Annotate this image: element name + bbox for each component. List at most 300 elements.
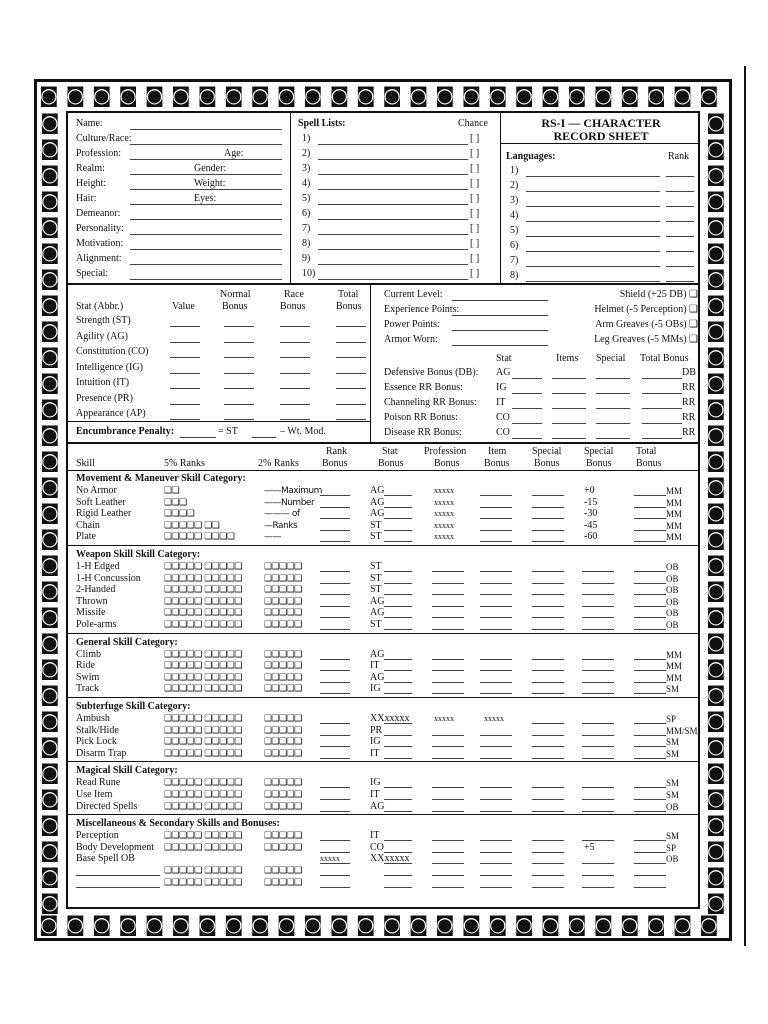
stat-bonus-field[interactable] <box>384 863 412 864</box>
special-bonus-field[interactable] <box>532 723 564 724</box>
rank-bonus-field[interactable] <box>320 863 350 864</box>
total-bonus-field[interactable] <box>634 693 666 694</box>
stat-bonus-field[interactable] <box>384 682 412 683</box>
special-bonus2-field[interactable] <box>582 606 614 607</box>
rank-boxes-5pct[interactable]: ❑❑❑❑❑ ❑❑❑❑❑ <box>164 866 243 876</box>
rank-bonus-field[interactable] <box>320 811 350 812</box>
identity-field[interactable] <box>130 219 282 220</box>
bonus-stat-field[interactable] <box>512 438 542 439</box>
profession-bonus-field[interactable] <box>432 863 464 864</box>
special-bonus2-field[interactable] <box>582 693 614 694</box>
total-bonus-field[interactable] <box>634 495 666 496</box>
rank-boxes-2pct[interactable]: ❑❑❑❑❑ <box>264 661 302 672</box>
rank-boxes-2pct[interactable]: ❑❑❑❑❑ <box>264 573 302 584</box>
identity-field[interactable] <box>130 249 282 250</box>
rank-boxes-2pct[interactable]: ❑❑❑❑❑ <box>264 737 302 748</box>
identity-field[interactable] <box>130 144 282 145</box>
rank-bonus-field[interactable] <box>320 659 350 660</box>
profession-bonus-field[interactable] <box>432 840 464 841</box>
spell-list-field[interactable] <box>318 249 468 250</box>
profession-bonus-field[interactable] <box>432 594 464 595</box>
rank-boxes-2pct[interactable]: ❑❑❑❑❑ <box>264 725 302 736</box>
chance-box[interactable]: [ ] <box>470 253 480 264</box>
language-rank-field[interactable] <box>666 176 694 177</box>
bonus-items-field[interactable] <box>552 378 586 379</box>
total-bonus-field[interactable] <box>634 735 666 736</box>
stat-value-field[interactable] <box>170 342 200 343</box>
stat-normal-bonus-field[interactable] <box>224 388 254 389</box>
language-field[interactable] <box>526 266 660 267</box>
rank-bonus-field[interactable] <box>320 518 350 519</box>
bonus-total-field[interactable] <box>642 408 682 409</box>
total-bonus-field[interactable] <box>634 887 666 888</box>
special-bonus2-field[interactable] <box>582 875 614 876</box>
special-bonus2-field[interactable] <box>582 659 614 660</box>
item-bonus-field[interactable] <box>480 541 512 542</box>
rank-bonus-field[interactable] <box>320 541 350 542</box>
spell-list-field[interactable] <box>318 279 468 280</box>
special-bonus-field[interactable] <box>532 594 564 595</box>
total-bonus-field[interactable] <box>634 530 666 531</box>
special-bonus-field[interactable] <box>532 606 564 607</box>
stat-bonus-field[interactable] <box>384 583 412 584</box>
special-bonus2-field[interactable] <box>582 887 614 888</box>
rank-boxes-5pct[interactable]: ❑❑❑❑❑ ❑❑❑❑❑ <box>164 608 243 619</box>
special-bonus2-field[interactable] <box>582 863 614 864</box>
special-bonus2-field[interactable] <box>582 583 614 584</box>
stat-bonus-field[interactable] <box>384 887 412 888</box>
rank-boxes-5pct[interactable]: ❑❑❑❑❑ ❑❑❑❑❑ <box>164 748 243 759</box>
rank-boxes-2pct[interactable]: ❑❑❑❑❑ <box>264 596 302 607</box>
chance-box[interactable]: [ ] <box>470 148 480 159</box>
chance-box[interactable]: [ ] <box>470 208 480 219</box>
stat-total-bonus-field[interactable] <box>336 388 366 389</box>
stat-bonus-field[interactable] <box>384 606 412 607</box>
total-bonus-field[interactable] <box>634 659 666 660</box>
rank-boxes-2pct[interactable]: ❑❑❑❑❑ <box>264 801 302 812</box>
language-field[interactable] <box>526 251 660 252</box>
bonus-stat-field[interactable] <box>512 408 542 409</box>
stat-race-bonus-field[interactable] <box>280 419 310 420</box>
profession-bonus-field[interactable] <box>432 693 464 694</box>
stat-value-field[interactable] <box>170 357 200 358</box>
total-bonus-field[interactable] <box>634 629 666 630</box>
language-field[interactable] <box>526 176 660 177</box>
item-bonus-field[interactable] <box>480 746 512 747</box>
stat-bonus-field[interactable] <box>384 495 412 496</box>
rank-boxes-5pct[interactable]: ❑❑❑❑❑ ❑❑❑❑❑ <box>164 737 243 748</box>
stat-value-field[interactable] <box>170 373 200 374</box>
special-bonus-field[interactable] <box>532 518 564 519</box>
stat-bonus-field[interactable] <box>384 594 412 595</box>
item-bonus-field[interactable] <box>480 670 512 671</box>
special-bonus-field[interactable] <box>532 507 564 508</box>
language-field[interactable] <box>526 206 660 207</box>
bonus-stat-field[interactable] <box>512 423 542 424</box>
rank-bonus-field[interactable] <box>320 840 350 841</box>
rank-bonus-field[interactable] <box>320 594 350 595</box>
stat-normal-bonus-field[interactable] <box>224 404 254 405</box>
total-bonus-field[interactable] <box>634 863 666 864</box>
identity-field[interactable] <box>130 234 282 235</box>
rank-bonus-field[interactable] <box>320 571 350 572</box>
stat-race-bonus-field[interactable] <box>280 357 310 358</box>
bonus-total-field[interactable] <box>642 378 682 379</box>
total-bonus-field[interactable] <box>634 518 666 519</box>
rank-boxes-5pct[interactable]: ❑❑❑❑❑ ❑❑❑❑❑ <box>164 562 243 572</box>
rank-boxes-5pct[interactable]: ❑❑❑❑❑ ❑❑❑❑❑ <box>164 585 243 596</box>
special-bonus-field[interactable] <box>532 659 564 660</box>
spell-list-field[interactable] <box>318 159 468 160</box>
stat-normal-bonus-field[interactable] <box>224 373 254 374</box>
item-bonus-field[interactable] <box>480 799 512 800</box>
chance-box[interactable]: [ ] <box>470 193 480 204</box>
chance-box[interactable]: [ ] <box>470 223 480 234</box>
rank-boxes-2pct[interactable]: ❑❑❑❑❑ <box>264 608 302 619</box>
rank-boxes-5pct[interactable]: ❑❑❑❑❑ ❑❑❑❑❑ <box>164 877 243 888</box>
language-field[interactable] <box>526 221 660 222</box>
total-bonus-field[interactable] <box>634 811 666 812</box>
rank-bonus-field[interactable] <box>320 682 350 683</box>
language-field[interactable] <box>526 236 660 237</box>
special-bonus-field[interactable] <box>532 852 564 853</box>
rank-boxes-5pct[interactable]: ❑❑❑❑❑ ❑❑❑❑ <box>164 532 235 543</box>
total-bonus-field[interactable] <box>634 583 666 584</box>
bonus-items-field[interactable] <box>552 393 586 394</box>
total-bonus-field[interactable] <box>634 852 666 853</box>
bonus-total-field[interactable] <box>642 438 682 439</box>
bonus-total-field[interactable] <box>642 423 682 424</box>
special-bonus2-field[interactable] <box>582 617 614 618</box>
special-bonus-field[interactable] <box>532 495 564 496</box>
language-rank-field[interactable] <box>666 191 694 192</box>
profession-bonus-field[interactable] <box>432 787 464 788</box>
spell-list-field[interactable] <box>318 174 468 175</box>
rank-boxes-2pct[interactable]: —— <box>264 532 281 543</box>
bonus-special-field[interactable] <box>596 378 630 379</box>
special-bonus-field[interactable] <box>532 746 564 747</box>
identity-field[interactable] <box>130 264 282 265</box>
language-rank-field[interactable] <box>666 221 694 222</box>
stat-bonus-field[interactable] <box>384 629 412 630</box>
special-bonus-field[interactable] <box>532 541 564 542</box>
special-bonus-field[interactable] <box>532 863 564 864</box>
rank-bonus-field[interactable] <box>320 606 350 607</box>
status-field[interactable] <box>452 315 548 316</box>
identity-field[interactable] <box>130 129 282 130</box>
status-field[interactable] <box>452 300 548 301</box>
rank-boxes-2pct[interactable]: ——Maximum <box>264 486 322 496</box>
rank-boxes-2pct[interactable]: —Ranks <box>264 520 298 531</box>
rank-boxes-2pct[interactable]: ❑❑❑❑❑ <box>264 831 302 842</box>
stat-race-bonus-field[interactable] <box>280 326 310 327</box>
stat-bonus-field[interactable] <box>384 693 412 694</box>
bonus-total-field[interactable] <box>642 393 682 394</box>
profession-bonus-field[interactable] <box>432 799 464 800</box>
bonus-stat-field[interactable] <box>512 393 542 394</box>
item-bonus-field[interactable] <box>480 659 512 660</box>
special-bonus-field[interactable] <box>532 875 564 876</box>
rank-boxes-5pct[interactable]: ❑❑❑❑❑ ❑❑❑❑❑ <box>164 672 243 683</box>
rank-boxes-5pct[interactable]: ❑❑❑❑❑ ❑❑❑❑❑ <box>164 714 243 724</box>
stat-value-field[interactable] <box>170 388 200 389</box>
language-field[interactable] <box>526 191 660 192</box>
rank-boxes-5pct[interactable]: ❑❑❑❑❑ ❑❑❑❑❑ <box>164 649 243 660</box>
total-bonus-field[interactable] <box>634 594 666 595</box>
total-bonus-field[interactable] <box>634 787 666 788</box>
language-rank-field[interactable] <box>666 236 694 237</box>
total-bonus-field[interactable] <box>634 840 666 841</box>
profession-bonus-field[interactable] <box>432 571 464 572</box>
special-bonus-field[interactable] <box>532 682 564 683</box>
profession-bonus-field[interactable] <box>432 811 464 812</box>
special-bonus-field[interactable] <box>532 735 564 736</box>
rank-boxes-2pct[interactable]: ——Number <box>264 497 315 508</box>
total-bonus-field[interactable] <box>634 746 666 747</box>
rank-bonus-field[interactable] <box>320 583 350 584</box>
item-bonus-field[interactable] <box>480 875 512 876</box>
special-bonus-field[interactable] <box>532 530 564 531</box>
chance-box[interactable]: [ ] <box>470 178 480 189</box>
total-bonus-field[interactable] <box>634 617 666 618</box>
bonus-stat-field[interactable] <box>512 378 542 379</box>
bonus-special-field[interactable] <box>596 393 630 394</box>
special-bonus2-field[interactable] <box>582 682 614 683</box>
item-bonus-field[interactable] <box>480 583 512 584</box>
total-bonus-field[interactable] <box>634 606 666 607</box>
profession-bonus-field[interactable] <box>432 746 464 747</box>
stat-bonus-field[interactable] <box>384 617 412 618</box>
special-bonus-field[interactable] <box>532 799 564 800</box>
rank-bonus-field[interactable] <box>320 693 350 694</box>
stat-race-bonus-field[interactable] <box>280 404 310 405</box>
spell-list-field[interactable] <box>318 189 468 190</box>
special-bonus-field[interactable] <box>532 811 564 812</box>
rank-boxes-5pct[interactable]: ❑❑❑❑❑ ❑❑❑❑❑ <box>164 801 243 812</box>
armor-option[interactable]: Helmet (-5 Perception) ❑ <box>594 304 698 315</box>
rank-bonus-field[interactable] <box>320 495 350 496</box>
language-rank-field[interactable] <box>666 281 694 282</box>
rank-boxes-5pct[interactable]: ❑❑❑❑❑ ❑❑❑❑❑ <box>164 790 243 800</box>
special-bonus-field[interactable] <box>532 887 564 888</box>
stat-bonus-field[interactable] <box>384 746 412 747</box>
skill-name-field[interactable] <box>76 887 160 888</box>
spell-list-field[interactable] <box>318 264 468 265</box>
rank-boxes-2pct[interactable]: ❑❑❑❑❑ <box>264 877 302 888</box>
stat-bonus-field[interactable] <box>384 571 412 572</box>
total-bonus-field[interactable] <box>634 758 666 759</box>
stat-total-bonus-field[interactable] <box>336 404 366 405</box>
stat-total-bonus-field[interactable] <box>336 373 366 374</box>
rank-boxes-5pct[interactable]: ❑❑❑❑❑ ❑❑❑❑❑ <box>164 620 243 630</box>
rank-bonus-field[interactable] <box>320 787 350 788</box>
rank-boxes-5pct[interactable]: ❑❑❑❑❑ ❑❑❑❑❑ <box>164 661 243 672</box>
item-bonus-field[interactable] <box>480 518 512 519</box>
special-bonus-field[interactable] <box>532 840 564 841</box>
stat-bonus-field[interactable] <box>384 840 412 841</box>
skill-name-field[interactable] <box>76 875 160 876</box>
special-bonus2-field[interactable] <box>582 746 614 747</box>
stat-bonus-field[interactable] <box>384 507 412 508</box>
stat-value-field[interactable] <box>170 404 200 405</box>
spell-list-field[interactable] <box>318 234 468 235</box>
stat-bonus-field[interactable] <box>384 723 412 724</box>
item-bonus-field[interactable] <box>480 571 512 572</box>
total-bonus-field[interactable] <box>634 799 666 800</box>
rank-boxes-2pct[interactable]: ❑❑❑❑❑ <box>264 748 302 759</box>
special-bonus2-field[interactable] <box>582 594 614 595</box>
rank-boxes-2pct[interactable]: ❑❑❑❑❑ <box>264 562 302 572</box>
stat-total-bonus-field[interactable] <box>336 357 366 358</box>
item-bonus-field[interactable] <box>480 530 512 531</box>
rank-bonus-field[interactable] <box>320 629 350 630</box>
item-bonus-field[interactable] <box>480 682 512 683</box>
total-bonus-field[interactable] <box>634 541 666 542</box>
item-bonus-field[interactable] <box>480 606 512 607</box>
bonus-items-field[interactable] <box>552 408 586 409</box>
rank-boxes-2pct[interactable]: ❑❑❑❑❑ <box>264 714 302 724</box>
rank-boxes-5pct[interactable]: ❑❑❑❑❑ ❑❑❑❑❑ <box>164 684 243 695</box>
stat-bonus-field[interactable] <box>384 530 412 531</box>
language-rank-field[interactable] <box>666 206 694 207</box>
language-rank-field[interactable] <box>666 266 694 267</box>
bonus-special-field[interactable] <box>596 408 630 409</box>
total-bonus-field[interactable] <box>634 507 666 508</box>
special-bonus2-field[interactable] <box>582 571 614 572</box>
special-bonus2-field[interactable] <box>582 723 614 724</box>
bonus-items-field[interactable] <box>552 438 586 439</box>
item-bonus-field[interactable] <box>480 495 512 496</box>
armor-option[interactable]: Shield (+25 DB) ❑ <box>619 289 698 300</box>
chance-box[interactable]: [ ] <box>470 163 480 174</box>
rank-bonus-field[interactable] <box>320 507 350 508</box>
language-rank-field[interactable] <box>666 251 694 252</box>
encumbrance-st-field[interactable] <box>252 437 276 438</box>
rank-boxes-5pct[interactable]: ❑❑❑❑❑ ❑❑❑❑❑ <box>164 842 243 853</box>
total-bonus-field[interactable] <box>634 571 666 572</box>
encumbrance-field[interactable] <box>180 437 216 438</box>
profession-bonus-field[interactable] <box>432 682 464 683</box>
bonus-special-field[interactable] <box>596 423 630 424</box>
armor-option[interactable]: Arm Greaves (-5 OBs) ❑ <box>595 319 698 330</box>
armor-option[interactable]: Leg Greaves (-5 MMs) ❑ <box>594 334 698 345</box>
rank-boxes-2pct[interactable]: ❑❑❑❑❑ <box>264 585 302 596</box>
stat-value-field[interactable] <box>170 326 200 327</box>
rank-bonus-field[interactable] <box>320 746 350 747</box>
stat-normal-bonus-field[interactable] <box>224 419 254 420</box>
rank-boxes-5pct[interactable]: ❑❑❑❑❑ ❑❑❑❑❑ <box>164 725 243 736</box>
rank-boxes-2pct[interactable]: ❑❑❑❑❑ <box>264 790 302 800</box>
special-bonus2-field[interactable] <box>582 735 614 736</box>
item-bonus-field[interactable] <box>480 811 512 812</box>
stat-bonus-field[interactable] <box>384 518 412 519</box>
stat-bonus-field[interactable] <box>384 811 412 812</box>
rank-boxes-5pct[interactable]: ❑❑❑❑❑ ❑❑❑❑❑ <box>164 596 243 607</box>
stat-value-field[interactable] <box>170 419 200 420</box>
special-bonus2-field[interactable] <box>582 758 614 759</box>
item-bonus-field[interactable] <box>480 594 512 595</box>
special-bonus2-field[interactable] <box>582 799 614 800</box>
stat-race-bonus-field[interactable] <box>280 373 310 374</box>
item-bonus-field[interactable] <box>480 852 512 853</box>
stat-total-bonus-field[interactable] <box>336 342 366 343</box>
rank-bonus-field[interactable] <box>320 887 350 888</box>
rank-boxes-5pct[interactable]: ❑❑❑❑❑ ❑❑❑❑❑ <box>164 573 243 584</box>
rank-bonus-field[interactable] <box>320 723 350 724</box>
rank-boxes-2pct[interactable]: ❑❑❑❑❑ <box>264 620 302 630</box>
profession-bonus-field[interactable] <box>432 852 464 853</box>
rank-bonus-field[interactable] <box>320 530 350 531</box>
stat-race-bonus-field[interactable] <box>280 388 310 389</box>
special-bonus2-field[interactable] <box>582 629 614 630</box>
profession-bonus-field[interactable] <box>432 629 464 630</box>
rank-bonus-field[interactable] <box>320 670 350 671</box>
special-bonus-field[interactable] <box>532 787 564 788</box>
special-bonus2-field[interactable] <box>582 670 614 671</box>
profession-bonus-field[interactable] <box>432 659 464 660</box>
total-bonus-field[interactable] <box>634 723 666 724</box>
rank-boxes-2pct[interactable]: ❑❑❑❑❑ <box>264 649 302 660</box>
spell-list-field[interactable] <box>318 204 468 205</box>
item-bonus-field[interactable] <box>480 507 512 508</box>
language-field[interactable] <box>526 281 660 282</box>
rank-bonus-field[interactable] <box>320 875 350 876</box>
item-bonus-field[interactable] <box>480 863 512 864</box>
rank-bonus-field[interactable] <box>320 799 350 800</box>
rank-bonus-field[interactable] <box>320 758 350 759</box>
profession-bonus-field[interactable] <box>432 583 464 584</box>
special-bonus-field[interactable] <box>532 670 564 671</box>
profession-bonus-field[interactable] <box>432 606 464 607</box>
special-bonus2-field[interactable] <box>582 787 614 788</box>
stat-total-bonus-field[interactable] <box>336 419 366 420</box>
item-bonus-field[interactable] <box>480 887 512 888</box>
profession-bonus-field[interactable] <box>432 617 464 618</box>
rank-boxes-2pct[interactable]: ❑❑❑❑❑ <box>264 684 302 695</box>
profession-bonus-field[interactable] <box>432 875 464 876</box>
chance-box[interactable]: [ ] <box>470 238 480 249</box>
spell-list-field[interactable] <box>318 144 468 145</box>
stat-normal-bonus-field[interactable] <box>224 342 254 343</box>
chance-box[interactable]: [ ] <box>470 133 480 144</box>
total-bonus-field[interactable] <box>634 670 666 671</box>
stat-bonus-field[interactable] <box>384 758 412 759</box>
rank-boxes-5pct[interactable]: ❑❑❑ <box>164 497 187 508</box>
identity-field[interactable] <box>130 279 282 280</box>
rank-bonus-field[interactable] <box>320 617 350 618</box>
rank-boxes-5pct[interactable]: ❑❑❑❑❑ ❑❑❑❑❑ <box>164 831 243 842</box>
total-bonus-field[interactable] <box>634 682 666 683</box>
item-bonus-field[interactable] <box>480 840 512 841</box>
profession-bonus-field[interactable] <box>432 887 464 888</box>
profession-bonus-field[interactable] <box>432 735 464 736</box>
stat-bonus-field[interactable] <box>384 541 412 542</box>
rank-boxes-2pct[interactable]: ——— of <box>264 509 300 520</box>
rank-bonus-field[interactable] <box>320 735 350 736</box>
rank-boxes-2pct[interactable]: ❑❑❑❑❑ <box>264 842 302 853</box>
special-bonus-field[interactable] <box>532 617 564 618</box>
stat-bonus-field[interactable] <box>384 787 412 788</box>
identity-field[interactable] <box>130 159 282 160</box>
profession-bonus-field[interactable] <box>432 758 464 759</box>
total-bonus-field[interactable] <box>634 875 666 876</box>
item-bonus-field[interactable] <box>480 787 512 788</box>
status-field[interactable] <box>452 345 548 346</box>
stat-bonus-field[interactable] <box>384 670 412 671</box>
rank-boxes-5pct[interactable]: ❑❑ <box>164 486 180 496</box>
item-bonus-field[interactable] <box>480 629 512 630</box>
rank-boxes-5pct[interactable]: ❑❑❑❑ <box>164 509 195 520</box>
